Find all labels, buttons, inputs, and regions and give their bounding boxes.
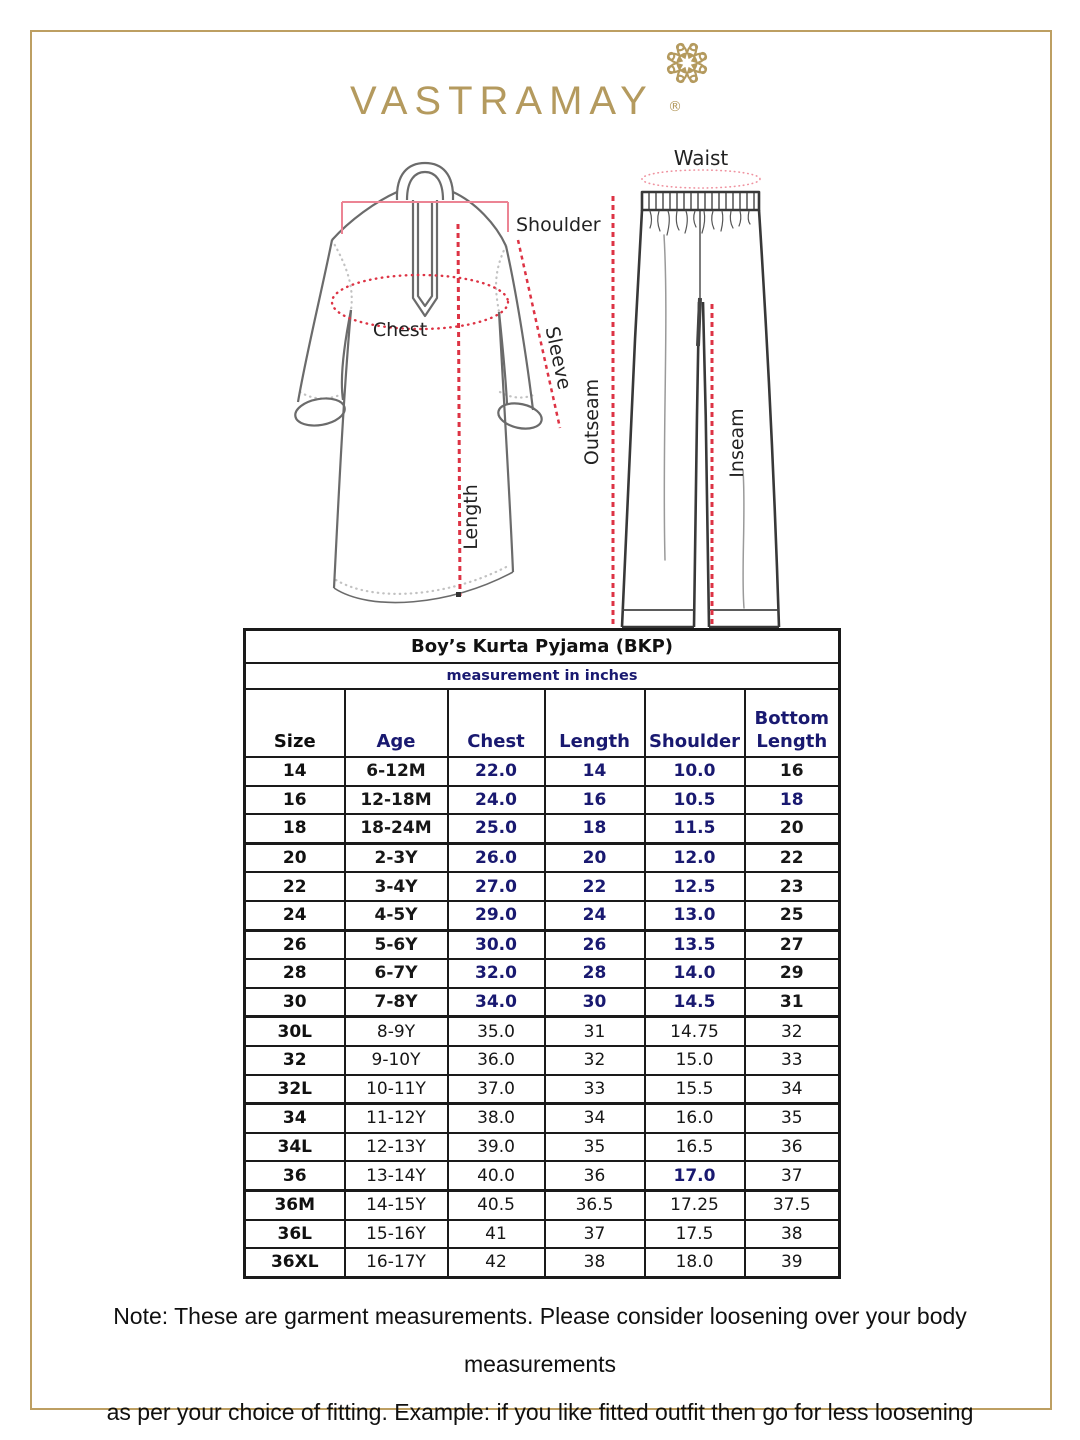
table-cell: 10.0 — [645, 757, 745, 786]
table-cell: 26 — [545, 930, 645, 959]
fabric-fold-left — [664, 235, 666, 560]
table-cell: 26.0 — [448, 843, 545, 872]
table-cell: 38 — [745, 1220, 840, 1249]
table-cell: 6-7Y — [345, 959, 448, 988]
table-cell: 37.5 — [745, 1190, 840, 1219]
table-subtitle: measurement in inches — [245, 663, 840, 689]
table-row — [245, 1017, 840, 1046]
table-cell: 16-17Y — [345, 1248, 448, 1277]
table-cell: 22 — [545, 872, 645, 901]
table-cell: 32 — [545, 1046, 645, 1075]
kurta-hem-stitch — [336, 565, 510, 594]
table-cell: 29.0 — [448, 901, 545, 930]
table-row — [245, 959, 840, 988]
table-cell: 12-18M — [345, 786, 448, 815]
table-cell: 32.0 — [448, 959, 545, 988]
table-cell: 28 — [545, 959, 645, 988]
shoulder-measure-bracket — [342, 202, 508, 234]
table-cell: 11-12Y — [345, 1104, 448, 1133]
table-row — [245, 988, 840, 1017]
waist-measure-ellipse — [642, 170, 760, 188]
table-cell: 37 — [745, 1161, 840, 1190]
table-row — [245, 930, 840, 959]
column-header: Size — [245, 689, 345, 757]
inseam-label: Inseam — [726, 408, 748, 478]
registered-trademark-symbol: ® — [668, 99, 682, 115]
table-cell: 10.5 — [645, 786, 745, 815]
table-row — [245, 1075, 840, 1104]
kurta-shoulder-right — [453, 192, 506, 246]
kurta-collar — [397, 163, 453, 200]
waistband-ribs — [649, 193, 754, 209]
column-header: Length — [545, 689, 645, 757]
table-row — [245, 843, 840, 872]
column-header: Chest — [448, 689, 545, 757]
table-cell: 16.5 — [645, 1133, 745, 1162]
brand-wordmark: VASTRAMAY — [350, 79, 654, 123]
kurta-placket — [413, 200, 437, 316]
table-cell: 12.0 — [645, 843, 745, 872]
table-cell: 20 — [245, 843, 345, 872]
pyjama-waistband — [642, 192, 759, 210]
table-cell: 18 — [245, 814, 345, 843]
table-cell: 24 — [545, 901, 645, 930]
table-cell: 36 — [245, 1161, 345, 1190]
table-cell: 12.5 — [645, 872, 745, 901]
table-cell: 14.0 — [645, 959, 745, 988]
table-cell: 20 — [745, 814, 840, 843]
table-cell: 25 — [745, 901, 840, 930]
sleeve-label: Sleeve — [540, 324, 576, 392]
table-cell: 42 — [448, 1248, 545, 1277]
table-cell: 32L — [245, 1075, 345, 1104]
pyjama-leg-right-inner — [703, 302, 709, 627]
table-cell: 30L — [245, 1017, 345, 1046]
table-row — [245, 1104, 840, 1133]
table-cell: 28 — [245, 959, 345, 988]
table-cell: 32 — [245, 1046, 345, 1075]
table-cell: 12-13Y — [345, 1133, 448, 1162]
table-cell: 14.5 — [645, 988, 745, 1017]
table-cell: 3-4Y — [345, 872, 448, 901]
pyjama-leg-left-inner — [694, 302, 699, 627]
logo-ornament-icon — [659, 35, 715, 91]
table-cell: 18.0 — [645, 1248, 745, 1277]
fabric-fold-right — [743, 470, 744, 608]
table-cell: 26 — [245, 930, 345, 959]
table-row — [245, 814, 840, 843]
table-cell: 35 — [545, 1133, 645, 1162]
table-cell: 22 — [245, 872, 345, 901]
table-cell: 13-14Y — [345, 1161, 448, 1190]
table-row — [245, 786, 840, 815]
table-row — [245, 1161, 840, 1190]
note-line-2: as per your choice of fitting. Example: if you like fitted outfit then go for less loosening — [106, 1399, 974, 1425]
table-cell: 36XL — [245, 1248, 345, 1277]
table-cell: 36.5 — [545, 1190, 645, 1219]
table-cell: 31 — [745, 988, 840, 1017]
table-cell: 6-12M — [345, 757, 448, 786]
table-cell: 36 — [745, 1133, 840, 1162]
table-cell: 37.0 — [448, 1075, 545, 1104]
table-cell: 13.0 — [645, 901, 745, 930]
table-cell: 16.0 — [645, 1104, 745, 1133]
column-header: Age — [345, 689, 448, 757]
table-cell: 13.5 — [645, 930, 745, 959]
table-row — [245, 901, 840, 930]
table-row — [245, 1046, 840, 1075]
table-cell: 40.0 — [448, 1161, 545, 1190]
table-cell: 4-5Y — [345, 901, 448, 930]
garment-measurement-diagram — [270, 140, 810, 632]
length-label: Length — [460, 484, 482, 550]
table-cell: 24 — [245, 901, 345, 930]
pyjama-leg-left-outer — [622, 210, 642, 627]
table-cell: 23 — [745, 872, 840, 901]
table-cell: 34 — [245, 1104, 345, 1133]
table-row — [245, 1220, 840, 1249]
kurta-body — [334, 310, 351, 588]
table-cell: 36.0 — [448, 1046, 545, 1075]
table-cell: 31 — [545, 1017, 645, 1046]
table-cell: 16 — [545, 786, 645, 815]
kurta-sleeve-left — [298, 240, 332, 402]
table-cell: 34 — [745, 1075, 840, 1104]
table-cell: 39 — [745, 1248, 840, 1277]
table-cell: 11.5 — [645, 814, 745, 843]
column-header: Shoulder — [645, 689, 745, 757]
pyjama-leg-right-outer — [759, 210, 779, 627]
column-header: Bottom Length — [745, 689, 840, 757]
table-cell: 15.5 — [645, 1075, 745, 1104]
table-cell: 35.0 — [448, 1017, 545, 1046]
table-row — [245, 1248, 840, 1277]
table-cell: 38 — [545, 1248, 645, 1277]
table-cell: 37 — [545, 1220, 645, 1249]
kurta-diagram — [293, 163, 601, 603]
shoulder-label: Shoulder — [516, 214, 601, 236]
table-cell: 40.5 — [448, 1190, 545, 1219]
waist-label: Waist — [673, 146, 729, 170]
table-cell: 14-15Y — [345, 1190, 448, 1219]
table-cell: 22.0 — [448, 757, 545, 786]
table-cell: 16 — [245, 786, 345, 815]
pyjama-crotch — [698, 298, 700, 346]
table-cell: 8-9Y — [345, 1017, 448, 1046]
table-cell: 22 — [745, 843, 840, 872]
table-cell: 5-6Y — [345, 930, 448, 959]
table-row — [245, 1190, 840, 1219]
note-line-1: Note: These are garment measurements. Please consider loosening over your body measurements — [113, 1303, 967, 1377]
size-chart-table — [243, 628, 841, 1279]
table-cell: 24.0 — [448, 786, 545, 815]
table-cell: 29 — [745, 959, 840, 988]
table-cell: 41 — [448, 1220, 545, 1249]
table-cell: 36 — [545, 1161, 645, 1190]
table-cell: 34 — [545, 1104, 645, 1133]
table-cell: 30 — [245, 988, 345, 1017]
table-cell: 18-24M — [345, 814, 448, 843]
column-header-row — [245, 689, 840, 757]
table-title: Boy’s Kurta Pyjama (BKP) — [245, 630, 840, 664]
table-cell: 14 — [545, 757, 645, 786]
table-cell: 27 — [745, 930, 840, 959]
table-subtitle-row — [245, 663, 840, 689]
table-row — [245, 1133, 840, 1162]
table-cell: 14.75 — [645, 1017, 745, 1046]
table-title-row — [245, 630, 840, 664]
table-cell: 15-16Y — [345, 1220, 448, 1249]
table-cell: 18 — [745, 786, 840, 815]
kurta-sleeve-right — [506, 246, 533, 410]
table-cell: 17.25 — [645, 1190, 745, 1219]
table-cell: 25.0 — [448, 814, 545, 843]
kurta-cuff-left — [293, 395, 347, 429]
outseam-label: Outseam — [581, 378, 603, 466]
table-cell: 16 — [745, 757, 840, 786]
table-cell: 17.0 — [645, 1161, 745, 1190]
pyjama-diagram — [581, 146, 779, 630]
table-cell: 33 — [545, 1075, 645, 1104]
table-cell: 27.0 — [448, 872, 545, 901]
kurta-armhole-seam — [332, 240, 352, 310]
table-cell: 38.0 — [448, 1104, 545, 1133]
table-cell: 34.0 — [448, 988, 545, 1017]
size-table-body — [245, 757, 840, 1277]
table-cell: 18 — [545, 814, 645, 843]
table-cell: 30 — [545, 988, 645, 1017]
note-text — [35, 1292, 1045, 1436]
table-row — [245, 757, 840, 786]
table-cell: 33 — [745, 1046, 840, 1075]
table-cell: 34L — [245, 1133, 345, 1162]
table-cell: 14 — [245, 757, 345, 786]
table-cell: 7-8Y — [345, 988, 448, 1017]
table-cell: 10-11Y — [345, 1075, 448, 1104]
table-cell: 30.0 — [448, 930, 545, 959]
table-cell: 36M — [245, 1190, 345, 1219]
table-cell: 36L — [245, 1220, 345, 1249]
table-cell: 17.5 — [645, 1220, 745, 1249]
chest-label: Chest — [372, 319, 428, 341]
table-cell: 20 — [545, 843, 645, 872]
table-cell: 15.0 — [645, 1046, 745, 1075]
table-cell: 39.0 — [448, 1133, 545, 1162]
table-cell: 32 — [745, 1017, 840, 1046]
table-row — [245, 872, 840, 901]
table-cell: 2-3Y — [345, 843, 448, 872]
table-cell: 9-10Y — [345, 1046, 448, 1075]
table-cell: 35 — [745, 1104, 840, 1133]
